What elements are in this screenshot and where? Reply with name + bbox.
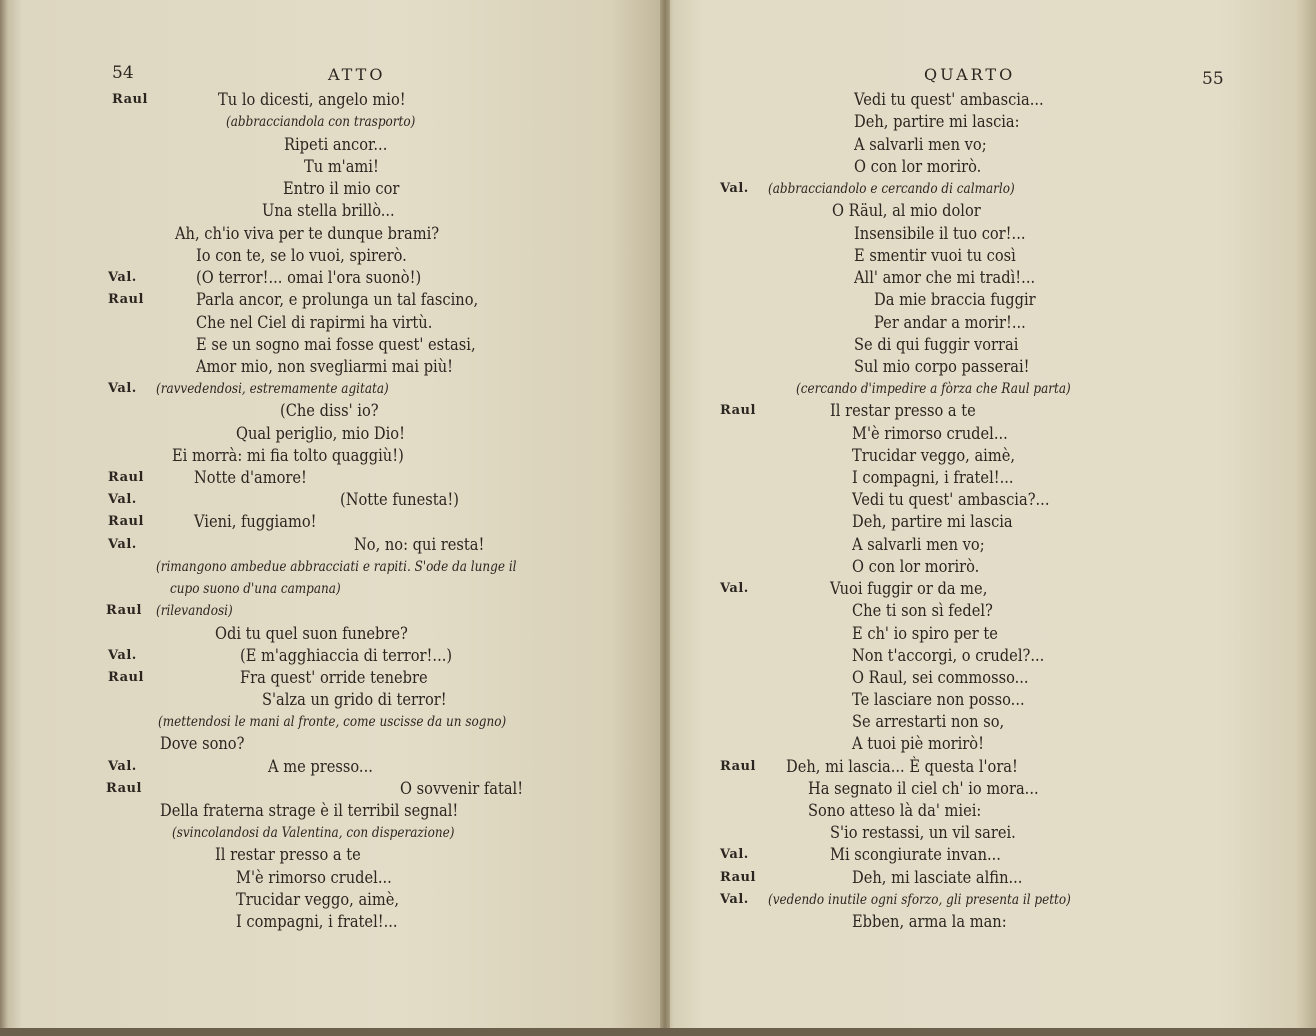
speaker-label: Val. [720, 181, 749, 196]
speaker-label: Val. [720, 892, 749, 907]
speaker-label: Raul [106, 603, 142, 618]
verse-line: Il restar presso a te [830, 401, 976, 421]
verse-line: Vedi tu quest' ambascia?... [852, 490, 1050, 510]
speaker-label: Val. [720, 581, 749, 596]
stage-direction: (rimangono ambedue abbracciati e rapiti. S'ode da lunge il [156, 559, 517, 575]
verse-line: Se di qui fuggir vorrai [854, 335, 1019, 355]
stage-direction: (cercando d'impedire a fòrza che Raul parta) [796, 381, 1071, 397]
verse-line: Io con te, se lo vuoi, spirerò. [196, 246, 407, 266]
verse-line: Trucidar veggo, aimè, [236, 890, 400, 910]
verse-line: S'alza un grido di terror! [262, 690, 447, 710]
verse-line: S'io restassi, un vil sarei. [830, 823, 1016, 843]
verse-line: Vedi tu quest' ambascia... [854, 90, 1044, 110]
verse-line: O con lor morirò. [854, 157, 982, 177]
verse-line: Deh, partire mi lascia [852, 512, 1013, 532]
speaker-label: Val. [108, 537, 137, 552]
verse-line: O sovvenir fatal! [400, 779, 524, 799]
verse-line: Il restar presso a te [215, 845, 361, 865]
verse-line: Ebben, arma la man: [852, 912, 1007, 932]
verse-line: Qual periglio, mio Dio! [236, 424, 405, 444]
verse-line: M'è rimorso crudel... [236, 868, 392, 888]
verse-line: Vieni, fuggiamo! [194, 512, 317, 532]
verse-line: Fra quest' orride tenebre [240, 668, 428, 688]
page-number: 55 [1202, 69, 1224, 89]
verse-line: Sono atteso là da' miei: [808, 801, 982, 821]
stage-direction: (svincolandosi da Valentina, con disperazione) [172, 825, 455, 841]
speaker-label: Raul [106, 781, 142, 796]
verse-line: O con lor morirò. [852, 557, 980, 577]
speaker-label: Raul [720, 870, 756, 885]
verse-line: Non t'accorgi, o crudel?... [852, 646, 1045, 666]
verse-line: I compagni, i fratel!... [852, 468, 1014, 488]
stage-direction: (ravvedendosi, estremamente agitata) [156, 381, 389, 397]
verse-line: O Räul, al mio dolor [832, 201, 981, 221]
speaker-label: Raul [108, 292, 144, 307]
verse-line: Ha segnato il ciel ch' io mora... [808, 779, 1039, 799]
verse-line: E se un sogno mai fosse quest' estasi, [196, 335, 476, 355]
verse-line: E ch' io spiro per te [852, 624, 998, 644]
page-bottom-edge [0, 1028, 1316, 1036]
stage-direction: (abbracciandolo e cercando di calmarlo) [768, 181, 1015, 197]
verse-line: Che ti son sì fedel? [852, 601, 993, 621]
verse-line: Deh, partire mi lascia: [854, 112, 1020, 132]
speaker-label: Raul [720, 403, 756, 418]
verse-line: Notte d'amore! [194, 468, 307, 488]
verse-line: Che nel Ciel di rapirmi ha virtù. [196, 313, 433, 333]
speaker-label: Raul [108, 470, 144, 485]
verse-line: Una stella brillò... [262, 201, 395, 221]
verse-line: A salvarli men vo; [854, 135, 987, 155]
speaker-label: Val. [108, 270, 137, 285]
verse-line: Odi tu quel suon funebre? [215, 624, 408, 644]
right-page [664, 0, 1316, 1036]
verse-line: Amor mio, non svegliarmi mai più! [196, 357, 454, 377]
stage-direction: (vedendo inutile ogni sforzo, gli presenta il petto) [768, 892, 1071, 908]
verse-line: Ah, ch'io viva per te dunque brami? [175, 224, 440, 244]
verse-line: Della fraterna strage è il terribil segnal! [160, 801, 459, 821]
speaker-label: Val. [108, 381, 137, 396]
verse-line: (Che diss' io? [280, 401, 379, 421]
speaker-label: Raul [720, 759, 756, 774]
speaker-label: Val. [108, 648, 137, 663]
stage-direction: (mettendosi le mani al fronte, come uscisse da un sogno) [158, 714, 507, 730]
speaker-label: Raul [112, 92, 148, 107]
running-header: ATTO [328, 65, 386, 84]
running-header: QUARTO [924, 65, 1016, 84]
verse-line: (Notte funesta!) [340, 490, 459, 510]
page-number: 54 [112, 63, 134, 83]
verse-line: (E m'agghiaccia di terror!...) [240, 646, 453, 666]
verse-line: Tu lo dicesti, angelo mio! [218, 90, 406, 110]
verse-line: Deh, mi lasciate alfin... [852, 868, 1023, 888]
verse-line: A salvarli men vo; [852, 535, 985, 555]
verse-line: Per andar a morir!... [874, 313, 1026, 333]
verse-line: Entro il mio cor [283, 179, 400, 199]
verse-line: Mi scongiurate invan... [830, 845, 1001, 865]
verse-line: No, no: qui resta! [354, 535, 485, 555]
stage-direction: (rilevandosi) [156, 603, 233, 619]
verse-line: Ripeti ancor... [284, 135, 388, 155]
verse-line: I compagni, i fratel!... [236, 912, 398, 932]
verse-line: Se arrestarti non so, [852, 712, 1005, 732]
speaker-label: Raul [108, 514, 144, 529]
verse-line: A me presso... [268, 757, 373, 777]
book-gutter [660, 0, 670, 1036]
verse-line: All' amor che mi tradì!... [854, 268, 1036, 288]
verse-line: Insensibile il tuo cor!... [854, 224, 1026, 244]
verse-line: A tuoi piè morirò! [852, 734, 984, 754]
verse-line: Ei morrà: mi fia tolto quaggiù!) [172, 446, 404, 466]
verse-line: Te lasciare non posso... [852, 690, 1025, 710]
speaker-label: Val. [720, 847, 749, 862]
stage-direction: (abbracciandola con trasporto) [226, 114, 416, 130]
stage-direction: cupo suono d'una campana) [170, 581, 341, 597]
verse-line: M'è rimorso crudel... [852, 424, 1008, 444]
verse-line: Deh, mi lascia... È questa l'ora! [786, 757, 1018, 777]
speaker-label: Val. [108, 759, 137, 774]
speaker-label: Raul [108, 670, 144, 685]
verse-line: Tu m'ami! [304, 157, 379, 177]
verse-line: Dove sono? [160, 734, 245, 754]
verse-line: Da mie braccia fuggir [874, 290, 1036, 310]
verse-line: Sul mio corpo passerai! [854, 357, 1030, 377]
verse-line: Trucidar veggo, aimè, [852, 446, 1016, 466]
verse-line: (O terror!... omai l'ora suonò!) [196, 268, 422, 288]
verse-line: Vuoi fuggir or da me, [830, 579, 988, 599]
speaker-label: Val. [108, 492, 137, 507]
verse-line: O Raul, sei commosso... [852, 668, 1029, 688]
verse-line: Parla ancor, e prolunga un tal fascino, [196, 290, 479, 310]
verse-line: E smentir vuoi tu così [854, 246, 1016, 266]
